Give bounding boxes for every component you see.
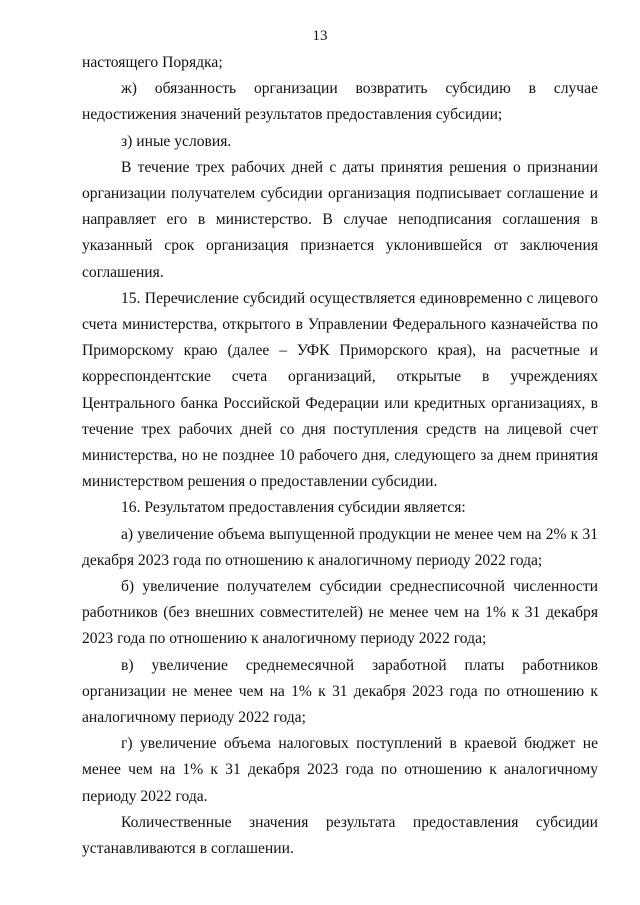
paragraph-item-z: з) иные условия. bbox=[121, 132, 232, 150]
document-body bbox=[82, 50, 598, 862]
paragraph-item-a: а) увеличение объема выпущенной продукции не менее чем на 2% к 31 декабря 2023 года по отношению к аналогичному периоду 2022 года; bbox=[82, 525, 598, 569]
paragraph-item-zh: ж) обязанность организации возвратить субсидию в случае недостижения значений результатов предоставления субсидии; bbox=[82, 80, 598, 124]
paragraph-quantitative-values: Количественные значения результата предоставления субсидии устанавливаются в соглашении. bbox=[82, 813, 598, 858]
paragraph-item-v: в) увеличение среднемесячной заработной платы работников организации не менее чем на 1% к 31 декабря 2023 года по отношению к аналогичному периоду 2022 года; bbox=[82, 656, 598, 727]
paragraph-16-result: 16. Результатом предоставления субсидии является: bbox=[121, 499, 466, 517]
paragraph-continuation: настоящего Порядка; bbox=[82, 54, 223, 71]
paragraph-item-b: б) увеличение получателем субсидии среднесписочной численности работников (без внешних совместителей) не менее чем на 1% к 31 декабря 2023 года по отношению к аналогичному периоду 2022 года; bbox=[82, 578, 598, 648]
paragraph-15-transfer: 15. Перечисление субсидий осуществляется единовременно с лицевого счета министерства, открытого в Управлении Федерального казначейства по Приморскому краю (далее – УФК Приморского края), на расчетные и корреспондентские счета организаций, открытые в учреждениях Центрального банка Российской Федерации или кредитных организациях, в течение трех рабочих дней со дня поступления средств на лицевой счет министерства, но не позднее 10 рабочего дня, следующего за днем принятия министерством решения о предоставлении субсидии. bbox=[82, 289, 598, 491]
paragraph-agreement-signing: В течение трех рабочих дней с даты принятия решения о признании организации получателем субсидии организация подписывает соглашение и направляет его в министерство. В случае неподписания соглашения в указанный срок организация признается уклонившейся от заключения соглашения. bbox=[82, 158, 598, 281]
paragraph-item-g: г) увеличение объема налоговых поступлений в краевой бюджет не менее чем на 1% к 31 декабря 2023 года по отношению к аналогичному периоду 2022 года. bbox=[82, 735, 598, 805]
page-number: 13 bbox=[312, 28, 328, 44]
